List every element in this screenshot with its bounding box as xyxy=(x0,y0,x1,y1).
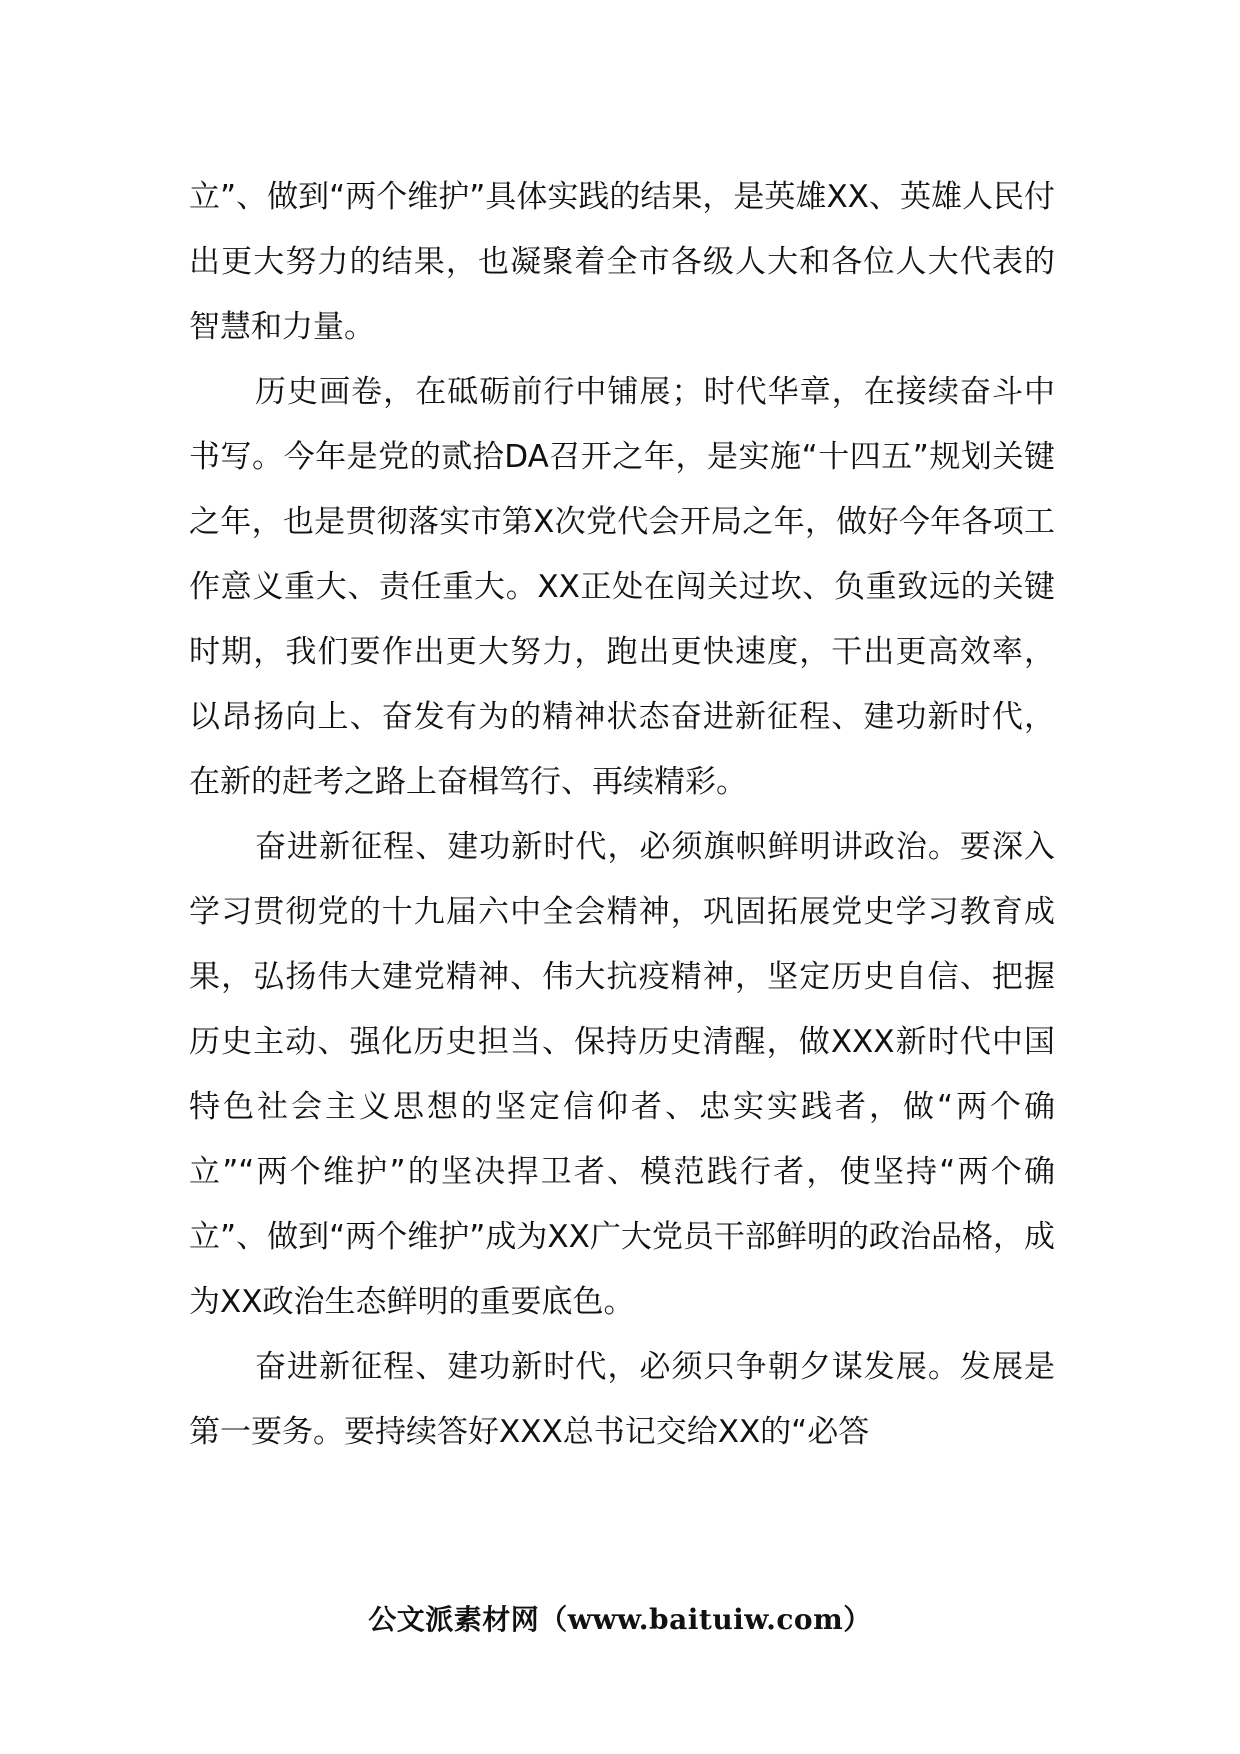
page-footer-source: 公文派素材网（www.baituiw.com） xyxy=(368,1603,872,1636)
paragraph-4: 奋进新征程、建功新时代，必须只争朝夕谋发展。发展是第一要务。要持续答好XXX总书记交给XX的“必答 xyxy=(189,1349,1055,1450)
document-body xyxy=(189,165,1055,1465)
paragraph-1: 立”、做到“两个维护”具体实践的结果，是英雄XX、英雄人民付出更大努力的结果，也凝聚着全市各级人大和各位人大代表的智慧和力量。 xyxy=(189,179,1055,345)
paragraph-2: 历史画卷，在砥砺前行中铺展；时代华章，在接续奋斗中书写。今年是党的贰拾DA召开之年，是实施“十四五”规划关键之年，也是贯彻落实市第X次党代会开局之年，做好今年各项工作意义重大、责任重大。XX正处在闯关过坎、负重致远的关键时期，我们要作出更大努力，跑出更快速度，干出更高效率，以昂扬向上、奋发有为的精神状态奋进新征程、建功新时代，在新的赶考之路上奋楫笃行、再续精彩。 xyxy=(189,374,1055,800)
paragraph-3: 奋进新征程、建功新时代，必须旗帜鲜明讲政治。要深入学习贯彻党的十九届六中全会精神，巩固拓展党史学习教育成果，弘扬伟大建党精神、伟大抗疫精神，坚定历史自信、把握历史主动、强化历史担当、保持历史清醒，做XXX新时代中国特色社会主义思想的坚定信仰者、忠实实践者，做“两个确立”“两个维护”的坚决捍卫者、模范践行者，使坚持“两个确立”、做到“两个维护”成为XX广大党员干部鲜明的政治品格，成为XX政治生态鲜明的重要底色。 xyxy=(189,829,1055,1320)
